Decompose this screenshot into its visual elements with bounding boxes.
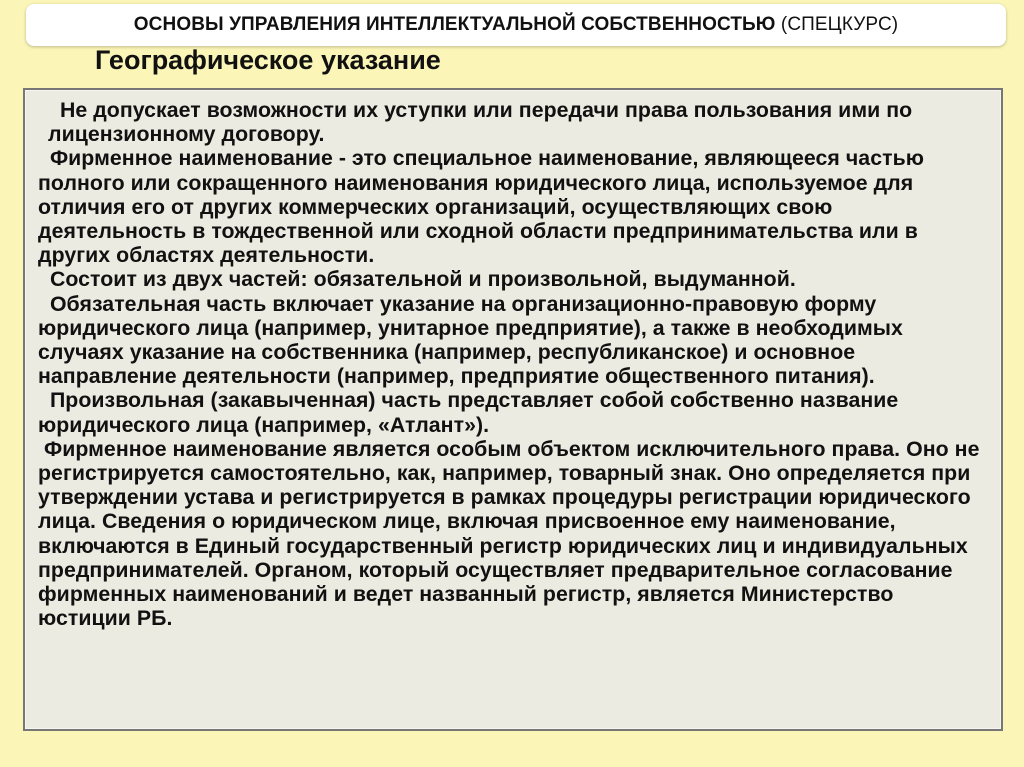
paragraph-arbitrary-part: Произвольная (закавыченная) часть представляет собой собственно название юридического лица (например, «Атлант»). (38, 388, 905, 437)
paragraph-mandatory-part: Обязательная часть включает указание на организационно-правовую форму юридического лица (например, унитарное предприятие), а также в необходимых случаях указание на собственника (например, республиканское) и основное направление деятельности (например, предприятие общественного питания). (38, 291, 909, 389)
course-title-tag: (СПЕЦКУРС) (780, 14, 899, 35)
paragraph-registration: Фирменное наименование является особым объектом исключительного права. Оно не регистрируется самостоятельно, как, например, товарный знак. Оно определяется при утверждении устава и регистрируется в рамках процедуры регистрации юридического лица. Сведения о юридическом лице, включая присвоенное ему наименование, включаются в Единый государственный регистр юридических лиц и индивидуальных предпринимателей. Органом, который осуществляет предварительное согласование фирменных наименований и ведет названный регистр, является Министерство юстиции РБ. (38, 436, 986, 631)
paragraph-geo-restriction: Не допускает возможности их уступки или передачи права пользования ими по лицензионному договору. (48, 98, 919, 147)
paragraph-trade-name-definition: Фирменное наименование - это специальное наименование, являющееся частью полного или сокращенного наименования юридического лица, используемое для отличия его от других коммерческих организаций, осуществляющих свою деятельность в тождественной или сходной области предпринимательства или в других областях деятельности. (38, 146, 930, 268)
course-title (134, 14, 898, 36)
paragraph-two-parts: Состоит из двух частей: обязательной и произвольной, выдуманной. (38, 267, 796, 292)
course-title-main: ОСНОВЫ УПРАВЛЕНИЯ ИНТЕЛЛЕКТУАЛЬНОЙ СОБСТВЕННОСТЬЮ (133, 14, 776, 35)
slide-body (38, 98, 986, 631)
slide-title: Географическое указание (95, 45, 441, 75)
